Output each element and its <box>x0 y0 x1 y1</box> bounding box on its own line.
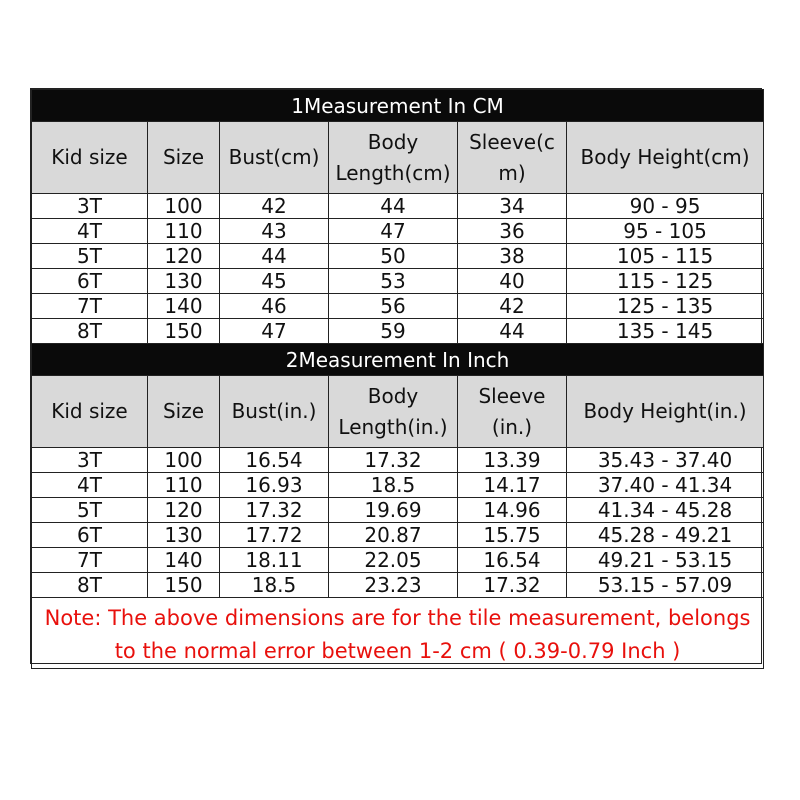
size-cell: 130 <box>148 523 220 548</box>
kid-size-cell: 7T <box>32 294 148 319</box>
bust-cell: 43 <box>220 219 329 244</box>
body-length-cell: 18.5 <box>329 473 458 498</box>
body-height-cell: 35.43 - 37.40 <box>567 448 764 473</box>
body-length-cell: 20.87 <box>329 523 458 548</box>
body-height-cell: 41.34 - 45.28 <box>567 498 764 523</box>
sleeve-cell: 17.32 <box>458 573 567 598</box>
body-length-cell: 44 <box>329 194 458 219</box>
table-row <box>32 573 764 598</box>
size-cell: 110 <box>148 219 220 244</box>
bust-cell: 45 <box>220 269 329 294</box>
body-length-cell: 56 <box>329 294 458 319</box>
size-table <box>31 89 764 669</box>
cm-title-row <box>32 90 764 122</box>
bust-cell: 17.72 <box>220 523 329 548</box>
header-body-height: Body Height(cm) <box>567 122 764 194</box>
bust-cell: 47 <box>220 319 329 344</box>
header-body-height: Body Height(in.) <box>567 376 764 448</box>
bust-cell: 44 <box>220 244 329 269</box>
bust-cell: 16.93 <box>220 473 329 498</box>
body-height-cell: 125 - 135 <box>567 294 764 319</box>
size-cell: 100 <box>148 448 220 473</box>
kid-size-cell: 4T <box>32 473 148 498</box>
sleeve-cell: 42 <box>458 294 567 319</box>
bust-cell: 46 <box>220 294 329 319</box>
inch-table-title: 2Measurement In Inch <box>32 344 764 376</box>
size-cell: 120 <box>148 244 220 269</box>
body-height-cell: 53.15 - 57.09 <box>567 573 764 598</box>
kid-size-cell: 7T <box>32 548 148 573</box>
cm-table-body <box>32 194 764 344</box>
sleeve-cell: 13.39 <box>458 448 567 473</box>
inch-header-row <box>32 376 764 448</box>
bust-cell: 16.54 <box>220 448 329 473</box>
body-length-cell: 50 <box>329 244 458 269</box>
sleeve-cell: 40 <box>458 269 567 294</box>
header-bust: Bust(in.) <box>220 376 329 448</box>
kid-size-cell: 3T <box>32 194 148 219</box>
body-height-cell: 45.28 - 49.21 <box>567 523 764 548</box>
size-cell: 110 <box>148 473 220 498</box>
sleeve-cell: 14.96 <box>458 498 567 523</box>
size-cell: 100 <box>148 194 220 219</box>
bust-cell: 17.32 <box>220 498 329 523</box>
size-cell: 150 <box>148 573 220 598</box>
sleeve-cell: 44 <box>458 319 567 344</box>
header-size: Size <box>148 122 220 194</box>
inch-table-body <box>32 448 764 598</box>
header-sleeve: Sleeve (in.) <box>458 376 567 448</box>
table-row <box>32 194 764 219</box>
size-cell: 120 <box>148 498 220 523</box>
sleeve-cell: 16.54 <box>458 548 567 573</box>
table-row <box>32 523 764 548</box>
bust-cell: 18.11 <box>220 548 329 573</box>
body-height-cell: 135 - 145 <box>567 319 764 344</box>
note-text: Note: The above dimensions are for the tile measurement, belongs to the normal error between 1-2 cm ( 0.39-0.79 Inch ) <box>32 598 764 669</box>
body-length-cell: 19.69 <box>329 498 458 523</box>
size-cell: 150 <box>148 319 220 344</box>
body-height-cell: 105 - 115 <box>567 244 764 269</box>
header-kid-size: Kid size <box>32 122 148 194</box>
sleeve-cell: 36 <box>458 219 567 244</box>
note-row <box>32 598 764 669</box>
body-height-cell: 49.21 - 53.15 <box>567 548 764 573</box>
table-row <box>32 294 764 319</box>
kid-size-cell: 6T <box>32 523 148 548</box>
table-row <box>32 219 764 244</box>
size-cell: 130 <box>148 269 220 294</box>
kid-size-cell: 8T <box>32 573 148 598</box>
header-sleeve: Sleeve(cm) <box>458 122 567 194</box>
table-row <box>32 548 764 573</box>
header-bust: Bust(cm) <box>220 122 329 194</box>
kid-size-cell: 3T <box>32 448 148 473</box>
cm-header-row <box>32 122 764 194</box>
header-size: Size <box>148 376 220 448</box>
table-row <box>32 498 764 523</box>
table-row <box>32 473 764 498</box>
body-length-cell: 53 <box>329 269 458 294</box>
sleeve-cell: 38 <box>458 244 567 269</box>
bust-cell: 42 <box>220 194 329 219</box>
bust-cell: 18.5 <box>220 573 329 598</box>
kid-size-cell: 4T <box>32 219 148 244</box>
size-cell: 140 <box>148 294 220 319</box>
body-height-cell: 90 - 95 <box>567 194 764 219</box>
table-row <box>32 269 764 294</box>
header-body-length: Body Length(in.) <box>329 376 458 448</box>
sleeve-cell: 34 <box>458 194 567 219</box>
body-height-cell: 95 - 105 <box>567 219 764 244</box>
size-cell: 140 <box>148 548 220 573</box>
body-length-cell: 22.05 <box>329 548 458 573</box>
body-length-cell: 47 <box>329 219 458 244</box>
body-length-cell: 17.32 <box>329 448 458 473</box>
body-height-cell: 37.40 - 41.34 <box>567 473 764 498</box>
sleeve-cell: 15.75 <box>458 523 567 548</box>
table-row <box>32 448 764 473</box>
size-chart <box>30 88 762 664</box>
kid-size-cell: 5T <box>32 498 148 523</box>
body-length-cell: 59 <box>329 319 458 344</box>
cm-table-title: 1Measurement In CM <box>32 90 764 122</box>
header-body-length: Body Length(cm) <box>329 122 458 194</box>
table-row <box>32 244 764 269</box>
header-kid-size: Kid size <box>32 376 148 448</box>
kid-size-cell: 5T <box>32 244 148 269</box>
table-row <box>32 319 764 344</box>
inch-title-row <box>32 344 764 376</box>
kid-size-cell: 6T <box>32 269 148 294</box>
body-height-cell: 115 - 125 <box>567 269 764 294</box>
body-length-cell: 23.23 <box>329 573 458 598</box>
kid-size-cell: 8T <box>32 319 148 344</box>
sleeve-cell: 14.17 <box>458 473 567 498</box>
